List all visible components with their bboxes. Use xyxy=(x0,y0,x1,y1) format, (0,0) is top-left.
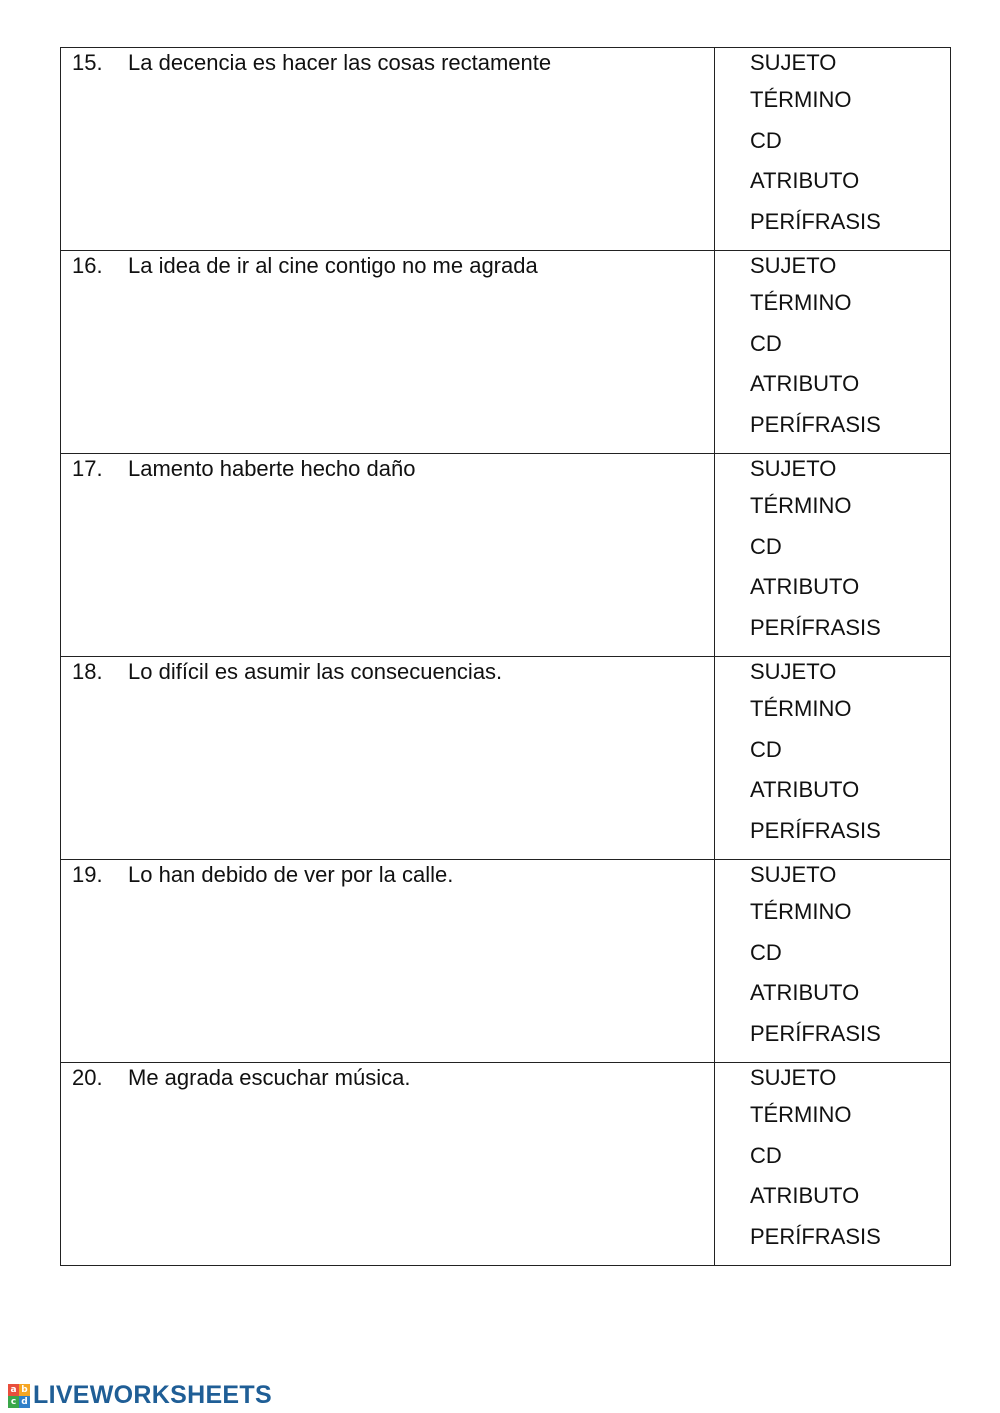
answer-options xyxy=(715,1063,950,1257)
answer-option-cd[interactable]: CD xyxy=(750,533,782,559)
options-cell xyxy=(715,48,951,251)
options-cell xyxy=(715,454,951,657)
question-text: Lo difícil es asumir las consecuencias. xyxy=(128,659,503,684)
question-row xyxy=(61,454,951,657)
answer-option-cd[interactable]: CD xyxy=(750,330,782,356)
answer-option-termino[interactable]: TÉRMINO xyxy=(750,493,852,518)
question xyxy=(61,1063,714,1091)
answer-option-termino[interactable]: TÉRMINO xyxy=(750,696,852,721)
question-text: La idea de ir al cine contigo no me agrada xyxy=(128,253,538,278)
answer-option-perifrasis[interactable]: PERÍFRASIS xyxy=(750,411,881,437)
answer-option-atributo[interactable]: ATRIBUTO xyxy=(750,371,860,397)
answer-option-perifrasis[interactable]: PERÍFRASIS xyxy=(750,614,881,640)
answer-option-perifrasis[interactable]: PERÍFRASIS xyxy=(750,1223,881,1249)
answer-options xyxy=(715,48,950,242)
question-row xyxy=(61,251,951,454)
options-cell xyxy=(715,251,951,454)
answer-option-perifrasis[interactable]: PERÍFRASIS xyxy=(750,817,881,843)
answer-options xyxy=(715,860,950,1054)
question xyxy=(61,860,714,888)
answer-option-cd[interactable]: CD xyxy=(750,736,782,762)
answer-option-sujeto[interactable]: SUJETO xyxy=(750,659,837,684)
answer-options xyxy=(715,454,950,648)
options-cell xyxy=(715,657,951,860)
answer-option-sujeto[interactable]: SUJETO xyxy=(750,1065,837,1090)
question-row xyxy=(61,48,951,251)
options-cell xyxy=(715,860,951,1063)
worksheet-table xyxy=(60,47,951,1266)
answer-option-atributo[interactable]: ATRIBUTO xyxy=(750,168,860,194)
question-number: 19. xyxy=(72,862,103,887)
options-cell xyxy=(715,1063,951,1266)
question-number: 15. xyxy=(72,50,103,75)
question-cell xyxy=(61,860,715,1063)
answer-option-cd[interactable]: CD xyxy=(750,1142,782,1168)
question-cell xyxy=(61,251,715,454)
answer-option-sujeto[interactable]: SUJETO xyxy=(750,50,837,75)
answer-option-atributo[interactable]: ATRIBUTO xyxy=(750,574,860,600)
question xyxy=(61,454,714,482)
answer-options xyxy=(715,251,950,445)
answer-option-cd[interactable]: CD xyxy=(750,127,782,153)
logo-block-d: d xyxy=(19,1396,30,1408)
answer-option-atributo[interactable]: ATRIBUTO xyxy=(750,777,860,803)
question-row xyxy=(61,657,951,860)
question-row xyxy=(61,860,951,1063)
answer-option-sujeto[interactable]: SUJETO xyxy=(750,862,837,887)
question-text: Me agrada escuchar música. xyxy=(128,1065,411,1090)
question xyxy=(61,48,714,76)
answer-option-sujeto[interactable]: SUJETO xyxy=(750,253,837,278)
question-number: 17. xyxy=(72,456,103,481)
answer-option-termino[interactable]: TÉRMINO xyxy=(750,899,852,924)
answer-option-atributo[interactable]: ATRIBUTO xyxy=(750,1183,860,1209)
logo-blocks-icon xyxy=(8,1384,30,1408)
question xyxy=(61,657,714,685)
question-text: Lo han debido de ver por la calle. xyxy=(128,862,454,887)
question xyxy=(61,251,714,279)
question-row xyxy=(61,1063,951,1266)
answer-option-atributo[interactable]: ATRIBUTO xyxy=(750,980,860,1006)
logo-text: LIVEWORKSHEETS xyxy=(33,1381,272,1409)
answer-options xyxy=(715,657,950,851)
answer-option-termino[interactable]: TÉRMINO xyxy=(750,1102,852,1127)
answer-option-cd[interactable]: CD xyxy=(750,939,782,965)
question-text: Lamento haberte hecho daño xyxy=(128,456,416,481)
question-cell xyxy=(61,657,715,860)
question-number: 20. xyxy=(72,1065,103,1090)
question-cell xyxy=(61,48,715,251)
question-cell xyxy=(61,454,715,657)
question-number: 16. xyxy=(72,253,103,278)
logo-block-b: b xyxy=(19,1384,30,1396)
question-text: La decencia es hacer las cosas rectamente xyxy=(128,50,552,75)
answer-option-sujeto[interactable]: SUJETO xyxy=(750,456,837,481)
liveworksheets-logo xyxy=(8,1381,272,1410)
answer-option-termino[interactable]: TÉRMINO xyxy=(750,87,852,112)
answer-option-perifrasis[interactable]: PERÍFRASIS xyxy=(750,208,881,234)
question-cell xyxy=(61,1063,715,1266)
answer-option-perifrasis[interactable]: PERÍFRASIS xyxy=(750,1020,881,1046)
answer-option-termino[interactable]: TÉRMINO xyxy=(750,290,852,315)
logo-block-a: a xyxy=(8,1384,19,1396)
question-number: 18. xyxy=(72,659,103,684)
logo-block-c: c xyxy=(8,1396,19,1408)
